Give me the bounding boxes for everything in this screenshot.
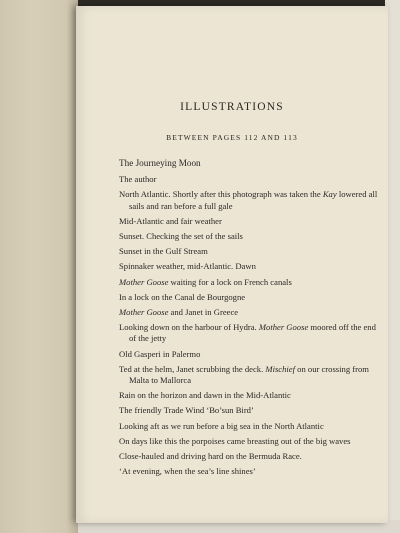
illustration-item xyxy=(119,421,379,432)
page-subheading: BETWEEN PAGES 112 AND 113 xyxy=(166,133,298,142)
item-text: Rain on the horizon and dawn in the Mid-Atlantic xyxy=(119,390,291,401)
item-text: moored off the end of the jetty xyxy=(129,322,376,344)
item-text: and Janet in Greece xyxy=(168,307,239,318)
illustration-item xyxy=(119,364,379,386)
illustration-item xyxy=(119,307,379,318)
illustration-item xyxy=(119,436,379,447)
illustration-list xyxy=(119,158,379,481)
illustration-item xyxy=(119,322,379,344)
item-text: Ted at the helm, Janet scrubbing the deck. xyxy=(119,363,266,374)
item-text: On days like this the porpoises came breasting out of the big waves xyxy=(119,435,351,446)
item-text: Looking down on the harbour of Hydra. xyxy=(119,322,259,333)
illustration-item xyxy=(119,216,379,227)
item-text: North Atlantic. Shortly after this photograph was taken the xyxy=(119,189,323,200)
vessel-name: Mother Goose xyxy=(258,322,309,333)
illustration-item xyxy=(119,158,379,169)
illustration-item xyxy=(119,451,379,462)
item-text: The author xyxy=(119,174,157,185)
item-text: Spinnaker weather, mid-Atlantic. Dawn xyxy=(119,261,256,272)
item-text: The friendly Trade Wind ‘Bo’sun Bird’ xyxy=(119,405,254,416)
illustration-item xyxy=(119,349,379,360)
illustration-item xyxy=(119,405,379,416)
vessel-name: Kay xyxy=(322,189,337,200)
illustration-item xyxy=(119,174,379,185)
book-page xyxy=(76,6,388,523)
item-text: waiting for a lock on French canals xyxy=(168,276,292,287)
item-text: Old Gasperi in Palermo xyxy=(119,348,201,359)
item-text: lowered all sails and ran before a full gale xyxy=(129,189,378,211)
illustration-item xyxy=(119,246,379,257)
item-text: The Journeying Moon xyxy=(119,158,201,168)
vessel-name: Mother Goose xyxy=(119,276,169,287)
illustration-item xyxy=(119,466,379,477)
item-text: ‘At evening, when the sea’s line shines’ xyxy=(119,466,256,477)
item-text: Close-hauled and driving hard on the Bermuda Race. xyxy=(119,451,302,462)
illustration-item xyxy=(119,390,379,401)
item-text: Looking aft as we run before a big sea in the North Atlantic xyxy=(119,420,324,431)
item-text: Mid-Atlantic and fair weather xyxy=(119,215,222,226)
illustration-item xyxy=(119,231,379,242)
illustration-item xyxy=(119,277,379,288)
item-text: Sunset. Checking the set of the sails xyxy=(119,231,243,242)
previous-page-edge xyxy=(0,0,78,533)
page-heading: ILLUSTRATIONS xyxy=(180,101,284,113)
vessel-name: Mother Goose xyxy=(119,307,169,318)
vessel-name: Mischief xyxy=(265,363,295,374)
item-text: Sunset in the Gulf Stream xyxy=(119,246,208,257)
illustration-item xyxy=(119,292,379,303)
illustration-item xyxy=(119,189,379,211)
item-text: on our crossing from Malta to Mallorca xyxy=(129,363,369,386)
item-text: In a lock on the Canal de Bourgogne xyxy=(119,291,246,302)
illustration-item xyxy=(119,261,379,272)
